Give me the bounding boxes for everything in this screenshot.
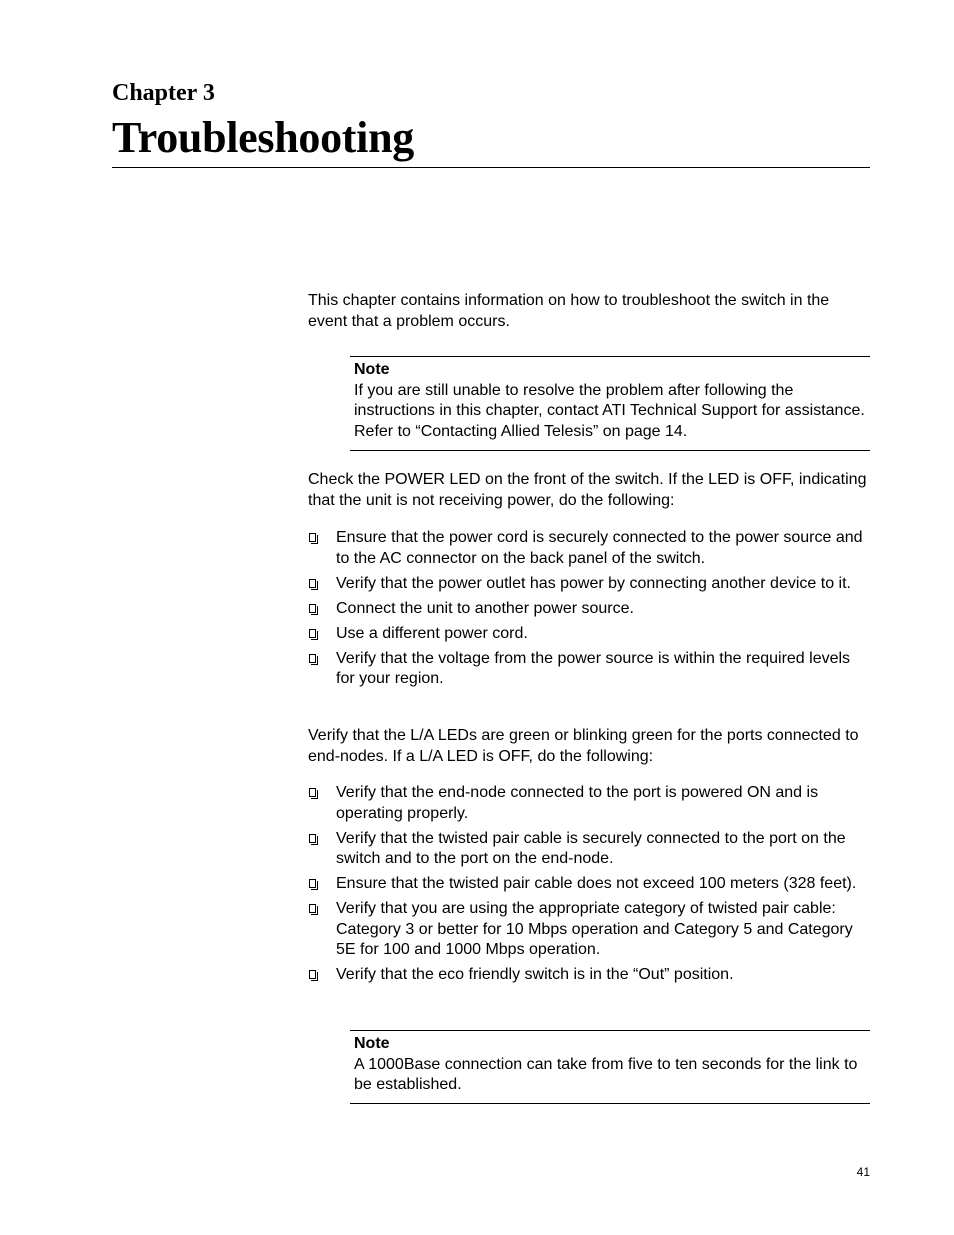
power-led-paragraph	[308, 470, 870, 511]
note-box-1	[350, 356, 870, 451]
intro-paragraph	[308, 291, 870, 332]
checkbox-bullet-icon	[309, 834, 316, 843]
list-item: Ensure that the twisted pair cable does not exceed 100 meters (328 feet).	[308, 874, 870, 895]
list-item: Connect the unit to another power source.	[308, 599, 870, 620]
note-text: A 1000Base connection can take from five to ten seconds for the link to be established.	[354, 1055, 858, 1093]
checkbox-bullet-icon	[309, 629, 316, 638]
la-checklist	[308, 783, 870, 990]
checkbox-bullet-icon	[309, 533, 316, 542]
la-led-paragraph	[308, 726, 870, 767]
list-item: Verify that the twisted pair cable is securely connected to the port on the switch and to the port on the end-node.	[308, 829, 870, 870]
list-item: Verify that the end-node connected to the port is powered ON and is operating properly.	[308, 783, 870, 824]
chapter-label: Chapter 3	[112, 80, 215, 106]
list-item: Use a different power cord.	[308, 624, 870, 645]
checkbox-bullet-icon	[309, 904, 316, 913]
chapter-title: Troubleshooting	[112, 113, 414, 162]
checkbox-bullet-icon	[309, 579, 316, 588]
checkbox-bullet-icon	[309, 970, 316, 979]
title-divider	[112, 167, 870, 168]
note-text: If you are still unable to resolve the problem after following the instructions in this chapter, contact ATI Technical Support for assistance. Refer to “Contacting Allied Telesis” on page 14.	[354, 381, 865, 440]
list-item: Verify that the power outlet has power by connecting another device to it.	[308, 574, 870, 595]
power-checklist	[308, 528, 870, 694]
checkbox-bullet-icon	[309, 788, 316, 797]
list-item: Verify that the voltage from the power source is within the required levels for your region.	[308, 649, 870, 690]
checkbox-bullet-icon	[309, 879, 316, 888]
list-item: Verify that the eco friendly switch is in the “Out” position.	[308, 965, 870, 986]
note-box-2	[350, 1030, 870, 1104]
power-led-text: Check the POWER LED on the front of the switch. If the LED is OFF, indicating that the unit is not receiving power, do the following:	[308, 471, 867, 509]
page-number: 41	[856, 1165, 870, 1179]
note-heading: Note	[354, 1035, 390, 1052]
list-item: Ensure that the power cord is securely connected to the power source and to the AC connector on the back panel of the switch.	[308, 528, 870, 569]
list-item: Verify that you are using the appropriate category of twisted pair cable: Category 3 or better for 10 Mbps operation and Category 5 and Category 5E for 100 and 1000 Mbps operation.	[308, 899, 870, 961]
note-heading: Note	[354, 361, 390, 378]
intro-text: This chapter contains information on how to troubleshoot the switch in the event that a problem occurs.	[308, 292, 830, 330]
la-led-text: Verify that the L/A LEDs are green or blinking green for the ports connected to end-nodes. If a L/A LED is OFF, do the following:	[308, 727, 859, 765]
checkbox-bullet-icon	[309, 654, 316, 663]
checkbox-bullet-icon	[309, 604, 316, 613]
